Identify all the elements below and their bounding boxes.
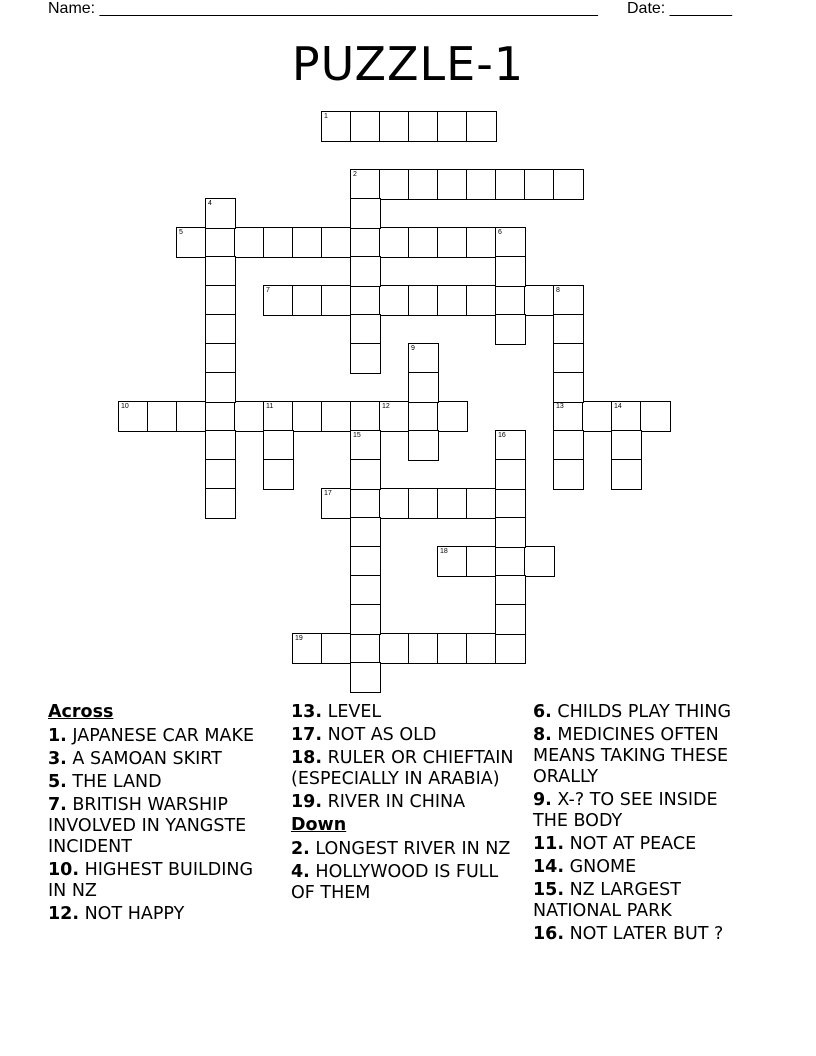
grid-cell[interactable] <box>408 227 439 258</box>
cell-number: 1 <box>324 113 328 120</box>
grid-cell[interactable] <box>437 546 468 577</box>
grid-cell[interactable] <box>176 227 207 258</box>
clues-column-1 <box>48 702 273 927</box>
grid-cell[interactable] <box>408 372 439 403</box>
clue-down-6: 6. CHILDS PLAY THING <box>533 702 732 722</box>
grid-cell[interactable] <box>466 633 497 664</box>
grid-cell[interactable] <box>611 401 642 432</box>
grid-cell[interactable] <box>495 256 526 287</box>
grid-cell[interactable] <box>292 227 323 258</box>
grid-cell[interactable] <box>350 111 381 142</box>
grid-cell[interactable] <box>553 343 584 374</box>
puzzle-title: PUZZLE-1 <box>291 37 525 91</box>
grid-cell[interactable] <box>553 401 584 432</box>
grid-cell[interactable] <box>205 488 236 519</box>
grid-cell[interactable] <box>350 314 381 345</box>
grid-cell[interactable] <box>495 169 526 200</box>
grid-cell[interactable] <box>350 459 381 490</box>
grid-cell[interactable] <box>437 111 468 142</box>
grid-cell[interactable] <box>321 111 352 142</box>
clue-across-19: 19. RIVER IN CHINA <box>291 792 466 812</box>
grid-cell[interactable] <box>350 401 381 432</box>
grid-cell[interactable] <box>176 401 207 432</box>
grid-cell[interactable] <box>466 169 497 200</box>
grid-cell[interactable] <box>495 430 526 461</box>
grid-cell[interactable] <box>350 198 381 229</box>
cell-number: 10 <box>121 403 129 410</box>
grid-cell[interactable] <box>611 459 642 490</box>
grid-cell[interactable] <box>205 227 236 258</box>
grid-cell[interactable] <box>205 430 236 461</box>
cell-number: 18 <box>440 548 448 555</box>
grid-cell[interactable] <box>495 546 526 577</box>
grid-cell[interactable] <box>263 430 294 461</box>
clue-down-16: 16. NOT LATER BUT ? <box>533 924 724 944</box>
grid-cell[interactable] <box>466 546 497 577</box>
grid-cell[interactable] <box>379 633 410 664</box>
grid-cell[interactable] <box>350 662 381 693</box>
grid-cell[interactable] <box>524 169 555 200</box>
grid-cell[interactable] <box>437 227 468 258</box>
grid-cell[interactable] <box>582 401 613 432</box>
grid-cell[interactable] <box>437 633 468 664</box>
grid-cell[interactable] <box>553 285 584 316</box>
cell-number: 6 <box>498 229 502 236</box>
grid-cell[interactable] <box>466 488 497 519</box>
grid-cell[interactable] <box>553 169 584 200</box>
clue-down-14: 14. GNOME <box>533 857 637 877</box>
grid-cell[interactable] <box>408 633 439 664</box>
grid-cell[interactable] <box>495 575 526 606</box>
grid-cell[interactable] <box>321 488 352 519</box>
grid-cell[interactable] <box>118 401 149 432</box>
grid-cell[interactable] <box>292 633 323 664</box>
grid-cell[interactable] <box>408 169 439 200</box>
grid-cell[interactable] <box>466 111 497 142</box>
grid-cell[interactable] <box>379 169 410 200</box>
grid-cell[interactable] <box>553 459 584 490</box>
clue-down-8: 8. MEDICINES OFTEN MEANS TAKING THESE ORALLY <box>533 725 729 787</box>
grid-cell[interactable] <box>466 227 497 258</box>
grid-cell[interactable] <box>437 169 468 200</box>
clue-down-11: 11. NOT AT PEACE <box>533 834 697 854</box>
cell-number: 11 <box>266 403 274 410</box>
grid-cell[interactable] <box>205 372 236 403</box>
grid-cell[interactable] <box>408 401 439 432</box>
grid-cell[interactable] <box>321 401 352 432</box>
grid-cell[interactable] <box>553 314 584 345</box>
clue-across-3: 3. A SAMOAN SKIRT <box>48 749 222 769</box>
cell-number: 17 <box>324 490 332 497</box>
cell-number: 13 <box>556 403 564 410</box>
grid-cell[interactable] <box>379 111 410 142</box>
grid-cell[interactable] <box>350 546 381 577</box>
grid-cell[interactable] <box>350 169 381 200</box>
grid-cell[interactable] <box>495 459 526 490</box>
clue-across-7: 7. BRITISH WARSHIP INVOLVED IN YANGSTE INCIDENT <box>48 795 247 857</box>
date-field-label: Date: _______ <box>627 0 732 17</box>
clue-across-18: 18. RULER OR CHIEFTAIN (ESPECIALLY IN ARABIA) <box>291 748 514 789</box>
grid-cell[interactable] <box>611 430 642 461</box>
grid-cell[interactable] <box>205 401 236 432</box>
grid-cell[interactable] <box>437 401 468 432</box>
grid-cell[interactable] <box>350 285 381 316</box>
grid-cell[interactable] <box>292 285 323 316</box>
grid-cell[interactable] <box>408 488 439 519</box>
grid-cell[interactable] <box>524 285 555 316</box>
grid-cell[interactable] <box>408 343 439 374</box>
grid-cell[interactable] <box>321 633 352 664</box>
grid-cell[interactable] <box>263 285 294 316</box>
grid-cell[interactable] <box>350 256 381 287</box>
grid-cell[interactable] <box>234 227 265 258</box>
cell-number: 4 <box>208 200 212 207</box>
grid-cell[interactable] <box>350 517 381 548</box>
grid-cell[interactable] <box>234 401 265 432</box>
clue-across-10: 10. HIGHEST BUILDING IN NZ <box>48 860 254 901</box>
clue-down-2: 2. LONGEST RIVER IN NZ <box>291 839 511 859</box>
grid-cell[interactable] <box>379 285 410 316</box>
grid-cell[interactable] <box>495 633 526 664</box>
clue-across-5: 5. THE LAND <box>48 772 162 792</box>
clue-across-1: 1. JAPANESE CAR MAKE <box>48 726 255 746</box>
cell-number: 5 <box>179 229 183 236</box>
grid-cell[interactable] <box>350 488 381 519</box>
grid-cell[interactable] <box>263 401 294 432</box>
grid-cell[interactable] <box>292 401 323 432</box>
grid-cell[interactable] <box>379 488 410 519</box>
grid-cell[interactable] <box>350 604 381 635</box>
grid-cell[interactable] <box>350 343 381 374</box>
clues-column-3 <box>533 702 758 947</box>
clue-across-17: 17. NOT AS OLD <box>291 725 437 745</box>
grid-cell[interactable] <box>437 488 468 519</box>
grid-cell[interactable] <box>263 459 294 490</box>
grid-cell[interactable] <box>553 372 584 403</box>
grid-cell[interactable] <box>495 517 526 548</box>
grid-cell[interactable] <box>640 401 671 432</box>
grid-cell[interactable] <box>408 285 439 316</box>
clue-down-4: 4. HOLLYWOOD IS FULL OF THEM <box>291 862 499 903</box>
clue-down-15: 15. NZ LARGEST NATIONAL PARK <box>533 880 681 921</box>
clue-across-13: 13. LEVEL <box>291 702 382 722</box>
cell-number: 15 <box>353 432 361 439</box>
cell-number: 16 <box>498 432 506 439</box>
cell-number: 8 <box>556 287 560 294</box>
clues-column-2 <box>291 702 516 906</box>
grid-cell[interactable] <box>205 198 236 229</box>
grid-cell[interactable] <box>263 227 294 258</box>
cell-number: 19 <box>295 635 303 642</box>
grid-cell[interactable] <box>350 227 381 258</box>
grid-cell[interactable] <box>495 604 526 635</box>
grid-cell[interactable] <box>205 285 236 316</box>
grid-cell[interactable] <box>205 459 236 490</box>
grid-cell[interactable] <box>466 285 497 316</box>
name-field-label: Name: ________________________________________________________ <box>48 0 598 17</box>
cell-number: 9 <box>411 345 415 352</box>
grid-cell[interactable] <box>321 227 352 258</box>
grid-cell[interactable] <box>350 633 381 664</box>
grid-cell[interactable] <box>524 546 555 577</box>
grid-cell[interactable] <box>379 401 410 432</box>
grid-cell[interactable] <box>437 285 468 316</box>
across-heading: Across <box>48 702 114 722</box>
cell-number: 14 <box>614 403 622 410</box>
cell-number: 2 <box>353 171 357 178</box>
grid-cell[interactable] <box>205 314 236 345</box>
grid-cell[interactable] <box>350 430 381 461</box>
grid-cell[interactable] <box>495 488 526 519</box>
cell-number: 12 <box>382 403 390 410</box>
grid-cell[interactable] <box>205 256 236 287</box>
grid-cell[interactable] <box>379 227 410 258</box>
grid-cell[interactable] <box>205 343 236 374</box>
grid-cell[interactable] <box>553 430 584 461</box>
grid-cell[interactable] <box>350 575 381 606</box>
grid-cell[interactable] <box>495 285 526 316</box>
grid-cell[interactable] <box>147 401 178 432</box>
cell-number: 7 <box>266 287 270 294</box>
clue-across-12: 12. NOT HAPPY <box>48 904 185 924</box>
grid-cell[interactable] <box>495 314 526 345</box>
grid-cell[interactable] <box>495 227 526 258</box>
down-heading: Down <box>291 815 347 835</box>
grid-cell[interactable] <box>408 430 439 461</box>
clue-down-9: 9. X-? TO SEE INSIDE THE BODY <box>533 790 718 831</box>
grid-cell[interactable] <box>321 285 352 316</box>
grid-cell[interactable] <box>408 111 439 142</box>
